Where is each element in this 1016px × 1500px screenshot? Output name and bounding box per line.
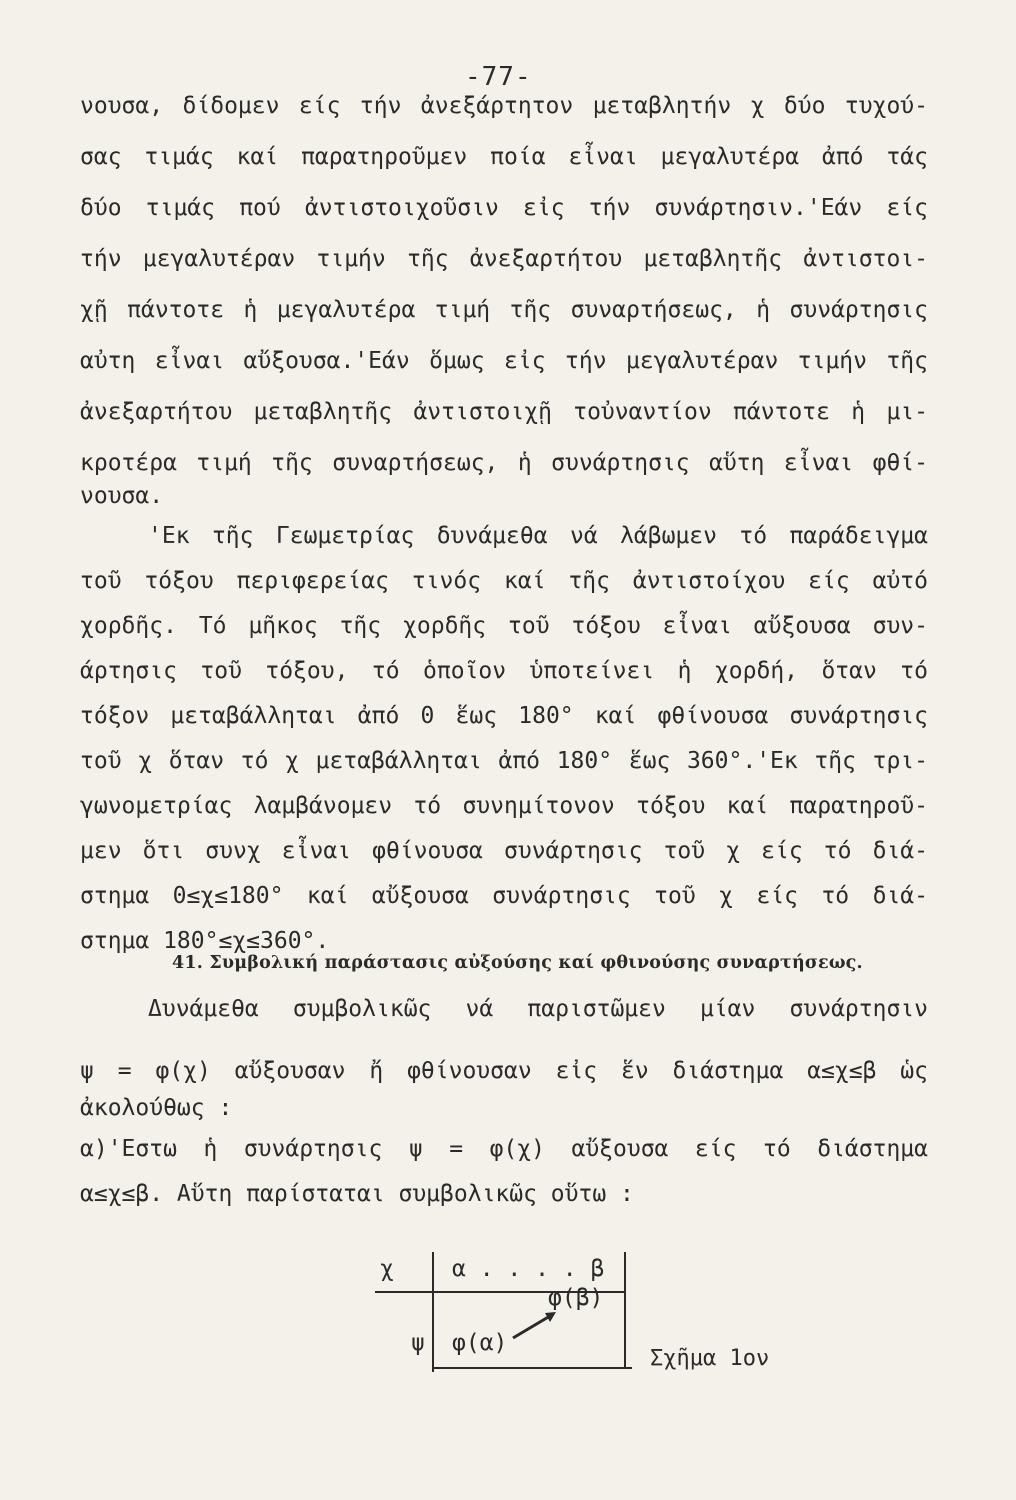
body-line: νουσα. (80, 483, 164, 509)
body-line: ἀκολούθως : (80, 1095, 233, 1121)
body-line: κροτέρα τιμή τῆς συναρτήσεως, ἡ συνάρτησις αὕτη εἶναι φθί- (80, 450, 928, 476)
body-line: τοῦ τόξου περιφερείας τινός καί τῆς ἀντιστοίχου είς αὐτό (80, 568, 928, 594)
body-line: αὐτη εἶναι αὔξουσα.'Εάν ὅμως εἰς τήν μεγαλυτέραν τιμήν τῆς (80, 348, 928, 374)
figure-caption: Σχῆμα 1ον (650, 1346, 770, 1371)
body-line: σας τιμάς καί παρατηροῦμεν ποία εἶναι μεγαλυτέρα ἀπό τάς (80, 144, 928, 170)
body-line: νουσα, δίδομεν είς τήν ἀνεξάρτητον μεταβλητήν χ δύο τυχού- (80, 93, 928, 119)
body-line: τοῦ χ ὅταν τό χ μεταβάλληται ἀπό 180° ἕως 360°.'Εκ τῆς τρι- (80, 748, 928, 774)
body-line: χορδῆς. Τό μῆκος τῆς χορδῆς τοῦ τόξου εἶναι αὔξουσα συν- (80, 613, 928, 639)
start-value: φ(α) (452, 1330, 508, 1356)
body-line: στημα 0≤χ≤180° καί αὔξουσα συνάρτησις τοῦ χ είς τό διά- (80, 883, 928, 909)
y-label: ψ (411, 1330, 425, 1356)
body-line: στημα 180°≤χ≤360°. (80, 928, 330, 954)
body-line: ἀνεξαρτήτου μεταβλητῆς ἀντιστοιχῇ τοὐναντίον πάντοτε ἡ μι- (80, 399, 928, 425)
body-line: άρτησις τοῦ τόξου, τό ὁποῖον ὑποτείνει ἡ χορδή, ὅταν τό (80, 658, 928, 684)
body-line: Δυνάμεθα συμβολικῶς νά παριστῶμεν μίαν συνάρτησιν (148, 996, 928, 1022)
body-line: χῇ πάντοτε ἡ μεγαλυτέρα τιμή τῆς συναρτήσεως, ἡ συνάρτησις (80, 297, 928, 323)
body-line: α)'Εστω ἡ συνάρτησις ψ = φ(χ) αὔξουσα είς τό διάστημα (80, 1136, 928, 1162)
increase-arrow (513, 1316, 550, 1338)
body-line: μεν ὅτι συνχ εἶναι φθίνουσα συνάρτησις τοῦ χ είς τό διά- (80, 838, 928, 864)
body-line: τόξον μεταβάλληται ἀπό 0 ἕως 180° καί φθίνουσα συνάρτησις (80, 703, 928, 729)
x-label: χ (380, 1256, 394, 1282)
body-line: δύο τιμάς πού ἀντιστοιχοῦσιν εἰς τήν συνάρτησιν.'Εάν είς (80, 195, 928, 221)
body-line: τήν μεγαλυτέραν τιμήν τῆς ἀνεξαρτήτου μεταβλητῆς ἀντιστοι- (80, 246, 928, 272)
body-line: α≤χ≤β. Αὕτη παρίσταται συμβολικῶς οὕτω : (80, 1181, 634, 1207)
body-line: ψ = φ(χ) αὔξουσαν ἤ φθίνουσαν εἰς ἕν διάστημα α≤χ≤β ὡς (80, 1058, 928, 1084)
section-heading: 41. Συμβολική παράστασις αὐξούσης καί φθινούσης συναρτήσεως. (172, 953, 863, 973)
body-line: γωνομετρίας λαμβάνομεν τό συνημίτονον τόξου καί παρατηροῦ- (80, 793, 928, 819)
page-number: -77- (465, 62, 532, 92)
x-values: α . . . . β (452, 1256, 605, 1282)
body-line: 'Εκ τῆς Γεωμετρίας δυνάμεθα νά λάβωμεν τό παράδειγμα (148, 523, 928, 549)
end-value: φ(β) (548, 1285, 604, 1311)
